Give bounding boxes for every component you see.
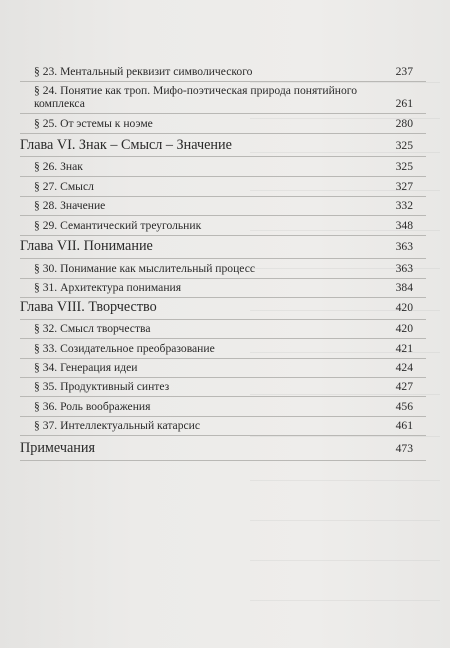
toc-chapter-title: Глава VI. Знак – Смысл – Значение: [20, 137, 232, 153]
toc-entry-title: § 23. Ментальный реквизит символического: [34, 65, 253, 78]
toc-entry: [0, 281, 450, 301]
toc-chapter-title: Примечания: [20, 440, 95, 456]
toc-chapter-page: 363: [395, 240, 413, 253]
row-separator: [20, 235, 426, 236]
toc-entry: [0, 219, 450, 239]
toc-entry-page: 424: [395, 361, 413, 374]
toc-entry: [0, 342, 450, 362]
toc-entry-title: § 28. Значение: [34, 199, 106, 212]
toc-entry-title: § 31. Архитектура понимания: [34, 281, 182, 294]
row-separator: [20, 113, 426, 114]
toc-entry: [0, 117, 450, 137]
toc-entry-title: § 36. Роль воображения: [34, 400, 151, 413]
row-separator: [20, 156, 426, 157]
row-separator: [20, 258, 426, 259]
toc-entry-title: § 32. Смысл творчества: [34, 322, 151, 335]
row-separator: [20, 297, 426, 298]
toc-entry: [0, 322, 450, 342]
toc-entry-title: § 30. Понимание как мыслительный процесс: [34, 262, 256, 275]
toc-entry-title: § 34. Генерация идеи: [34, 361, 138, 374]
toc-entry-title: § 27. Смысл: [34, 180, 94, 193]
toc-entry-page: 237: [395, 65, 413, 78]
row-separator: [20, 133, 426, 134]
toc-entry-page: 332: [395, 199, 413, 212]
row-separator: [20, 319, 426, 320]
row-separator: [20, 435, 426, 436]
toc-entry-title: § 29. Семантический треугольник: [34, 219, 202, 232]
toc-entry-page: 280: [395, 117, 413, 130]
toc-entry: [0, 180, 450, 200]
toc-entry-title: § 26. Знак: [34, 160, 83, 173]
toc-chapter: [0, 299, 450, 319]
toc-entry-page: 384: [395, 281, 413, 294]
toc-entry: [0, 199, 450, 219]
toc-entry-page: 325: [395, 160, 413, 173]
toc-chapter-title: Глава VIII. Творчество: [20, 299, 157, 315]
toc-entry-title: § 24. Понятие как троп. Мифо-поэтическая природа понятийного комплекса: [34, 84, 358, 110]
toc-chapter: [0, 440, 450, 460]
toc-entry-page: 427: [395, 380, 413, 393]
toc-chapter-page: 473: [395, 442, 413, 455]
toc-entry-page: 261: [395, 97, 413, 110]
toc-chapter-page: 420: [395, 301, 413, 314]
toc-entry: [0, 65, 450, 85]
toc-entry: [0, 419, 450, 439]
toc-entry-page: 421: [395, 342, 413, 355]
toc-entry: [0, 380, 450, 400]
toc-entry-page: 461: [395, 419, 413, 432]
toc-entry: [0, 361, 450, 381]
row-separator: [20, 377, 426, 378]
toc-chapter-page: 325: [395, 139, 413, 152]
row-separator: [20, 196, 426, 197]
toc-entry: [0, 84, 450, 114]
row-separator: [20, 416, 426, 417]
toc-chapter: [0, 238, 450, 258]
toc-chapter-title: Глава VII. Понимание: [20, 238, 153, 254]
row-separator: [20, 176, 426, 177]
toc-entry-page: 420: [395, 322, 413, 335]
toc-entry-title: § 37. Интеллектуальный катарсис: [34, 419, 200, 432]
row-separator: [20, 81, 426, 82]
toc-entry-page: 363: [395, 262, 413, 275]
toc-entry-title: § 33. Созидательное преобразование: [34, 342, 215, 355]
row-separator: [20, 278, 426, 279]
row-separator: [20, 396, 426, 397]
row-separator: [20, 338, 426, 339]
toc-entry-title: § 25. От эстемы к ноэме: [34, 117, 153, 130]
toc-chapter: [0, 137, 450, 157]
row-separator: [20, 460, 426, 461]
toc-entry: [0, 400, 450, 420]
toc-entry-page: 327: [395, 180, 413, 193]
toc-entry-title: § 35. Продуктивный синтез: [34, 380, 170, 393]
toc-entry: [0, 262, 450, 282]
toc-entry-page: 348: [395, 219, 413, 232]
row-separator: [20, 215, 426, 216]
toc-entry: [0, 160, 450, 180]
row-separator: [20, 358, 426, 359]
toc-entry-page: 456: [395, 400, 413, 413]
